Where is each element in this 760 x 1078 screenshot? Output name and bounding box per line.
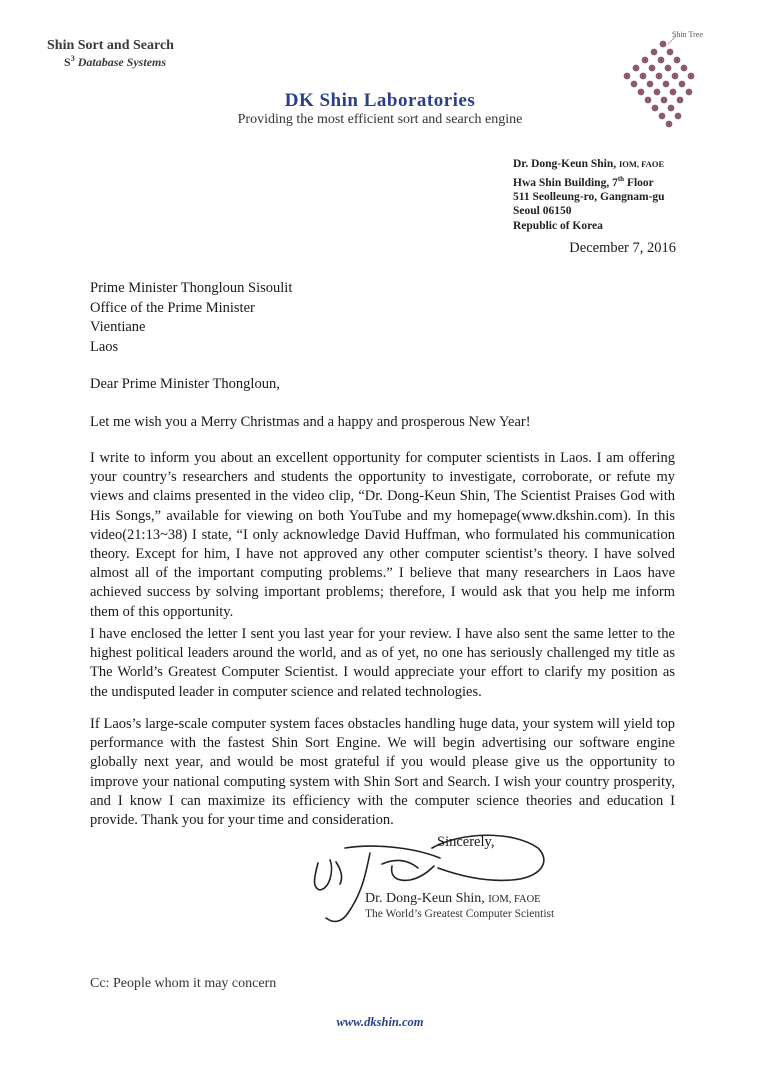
website-footer: www.dkshin.com [336,1015,424,1029]
paragraph-greeting: Let me wish you a Merry Christmas and a happy and prosperous New Year! [90,414,531,430]
logo-dot [652,105,659,112]
logo-dot [642,57,649,64]
sender-name-line [513,157,665,172]
sender-street: 511 Seolleung-ro, Gangnam-gu [513,190,665,203]
logo-dot [674,57,681,64]
logo-dot [659,113,666,120]
brand-database-systems: Database Systems [77,55,167,69]
brand-s-superscript: 3 [70,54,75,63]
paragraph-opportunity: I write to inform you about an excellent opportunity for computer scientists in Laos. I am offering your country’s researchers and students the opportunity to investigate, corroborate, or refute my views and claims presented in the video clip, “Dr. Dong-Keun Shin, The Scientist Praises God with His Songs,” available for viewing on both YouTube and my homepage(www.dkshin.com). In this video(21:13~38) I state, “I only acknowledge David Huffman, who formulated his communication theory. Except for him, I have not approved any other computer scientist’s theory. I have solved almost all of the important computing problems.” I believe that many researchers in Laos have achieved success by solving important problems; therefore, I would ask that you help me inform them of this opportunity. [90,450,675,620]
logo-dot [668,105,675,112]
logo-dot [656,73,663,80]
logo-dot [681,65,688,72]
logo-dot [649,65,656,72]
logo-dot [633,65,640,72]
logo-dot [688,73,695,80]
brand-s-letter: S [64,55,71,69]
logo-dot [654,89,661,96]
logo-dot [663,81,670,88]
signer-title: The World’s Greatest Computer Scientist [365,908,555,920]
logo-dot [647,81,654,88]
sender-building: Hwa Shin Building, 7 [513,176,618,189]
cc-line: Cc: People whom it may concern [90,976,277,991]
recipient-line-3: Vientiane [90,319,146,335]
logo-dot [638,89,645,96]
signer-name [365,891,541,907]
sender-credentials: IOM, FAOE [618,159,665,169]
logo-dot [666,121,673,128]
logo-dot [675,113,682,120]
logo-dot [679,81,686,88]
letter-date: December 7, 2016 [569,240,676,256]
logo-dot [631,81,638,88]
lab-title: DK Shin Laboratories [284,90,476,111]
logo-dot [686,89,693,96]
sender-address [513,157,665,233]
sender-building-line [513,172,665,190]
sender-city: Seoul 06150 [513,205,572,218]
sender-name: Dr. Dong-Keun Shin, [513,158,617,170]
logo-dot [640,73,647,80]
recipient-address [90,279,292,357]
logo-dot [658,57,665,64]
brand-subtitle [64,54,166,70]
logo-dot [672,73,679,80]
logo-dot [661,97,668,104]
paragraph-shin-sort-engine: If Laos’s large-scale computer system faces obstacles handling huge data, your system will yield top performance with the fastest Shin Sort Engine. We will begin advertising our software engine globally next year, and would be most grateful if you would please give us the opportunity to improve your national computing system with Shin Sort and Search. I wish your country prosperity, and I know I can maximize its efficiency with the computer science theories and education I provide. Thank you for your time and consideration. [90,716,675,829]
sender-building-sup: th [617,174,625,183]
logo-dot [670,89,677,96]
signer-credentials: IOM, FAOE [488,894,541,905]
sender-building-floor: Floor [624,176,654,189]
salutation: Dear Prime Minister Thongloun, [90,376,280,392]
signer-name-text: Dr. Dong-Keun Shin, [365,891,485,906]
shin-tree-logo-icon [608,30,718,130]
logo-dot [651,49,658,56]
logo-dot [665,65,672,72]
paragraph-enclosed-letter: I have enclosed the letter I sent you last year for your review. I have also sent the same letter to the highest political leaders around the world, and as of yet, no one has seriously challenged my title as The World’s Greatest Computer Scientist. I would appreciate your effort to clarify my position as the undisputed leader in computer science and related technologies. [90,626,675,700]
lab-tagline: Providing the most efficient sort and search engine [237,112,523,127]
brand-name: Shin Sort and Search [47,38,174,53]
logo-dot [645,97,652,104]
recipient-line-2: Office of the Prime Minister [90,299,255,316]
logo-dot [677,97,684,104]
logo-dot [624,73,631,80]
logo-dot [667,49,674,56]
logo-label: Shin Tree [672,30,703,39]
recipient-line-4: Laos [90,338,119,355]
logo-dot [660,41,667,48]
sender-country: Republic of Korea [513,219,603,232]
closing-sincerely: Sincerely, [437,834,495,850]
recipient-line-1: Prime Minister Thongloun Sisoulit [90,280,293,296]
